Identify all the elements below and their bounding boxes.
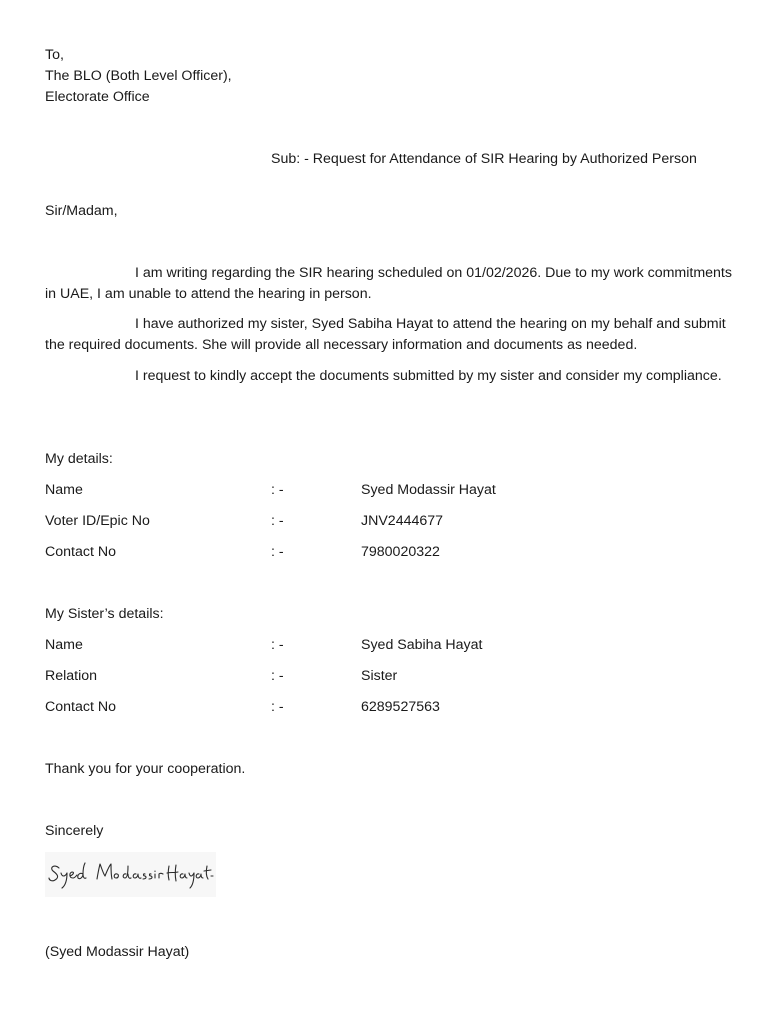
recipient-title: The BLO (Both Level Officer), [45,68,232,84]
recipient-to: To, [45,47,64,63]
detail-label: Voter ID/Epic No [45,513,150,529]
detail-label: Relation [45,668,98,684]
my-details-row-name [45,480,745,501]
my-details-row-contact [45,542,745,563]
detail-value: Syed Modassir Hayat [361,482,496,498]
signatory-name: (Syed Modassir Hayat) [45,944,190,960]
detail-separator: : - [271,513,284,529]
salutation: Sir/Madam, [45,203,118,219]
my-details-row-voter-id [45,511,745,532]
sister-details-row-contact [45,697,745,718]
detail-value: 7980020322 [361,544,440,560]
detail-separator: : - [271,637,284,653]
detail-value: Sister [361,668,398,684]
signature-image [45,852,216,897]
body-paragraph-1: I am writing regarding the SIR hearing scheduled on 01/02/2026. Due to my work commitments in UAE, I am unable to attend the hearing in person. [45,265,732,302]
closing-line: Sincerely [45,823,104,839]
detail-label: Contact No [45,544,116,560]
sister-details-heading: My Sister’s details: [45,606,164,622]
detail-separator: : - [271,482,284,498]
sister-details-row-relation [45,666,745,687]
detail-label: Name [45,637,83,653]
thanks-line: Thank you for your cooperation. [45,761,246,777]
detail-value: Syed Sabiha Hayat [361,637,483,653]
recipient-office: Electorate Office [45,89,150,105]
detail-label: Contact No [45,699,116,715]
detail-separator: : - [271,544,284,560]
body-paragraph-3: I request to kindly accept the documents submitted by my sister and consider my compliance. [135,368,722,384]
sister-details-row-name [45,635,745,656]
my-details-heading: My details: [45,451,113,467]
detail-label: Name [45,482,83,498]
detail-value: JNV2444677 [361,513,444,529]
detail-separator: : - [271,668,284,684]
body-paragraph-2: I have authorized my sister, Syed Sabiha Hayat to attend the hearing on my behalf and submit the required documents. She will provide all necessary information and documents as needed. [45,316,726,353]
subject-line: Sub: - Request for Attendance of SIR Hearing by Authorized Person [271,151,697,167]
detail-separator: : - [271,699,284,715]
detail-value: 6289527563 [361,699,440,715]
